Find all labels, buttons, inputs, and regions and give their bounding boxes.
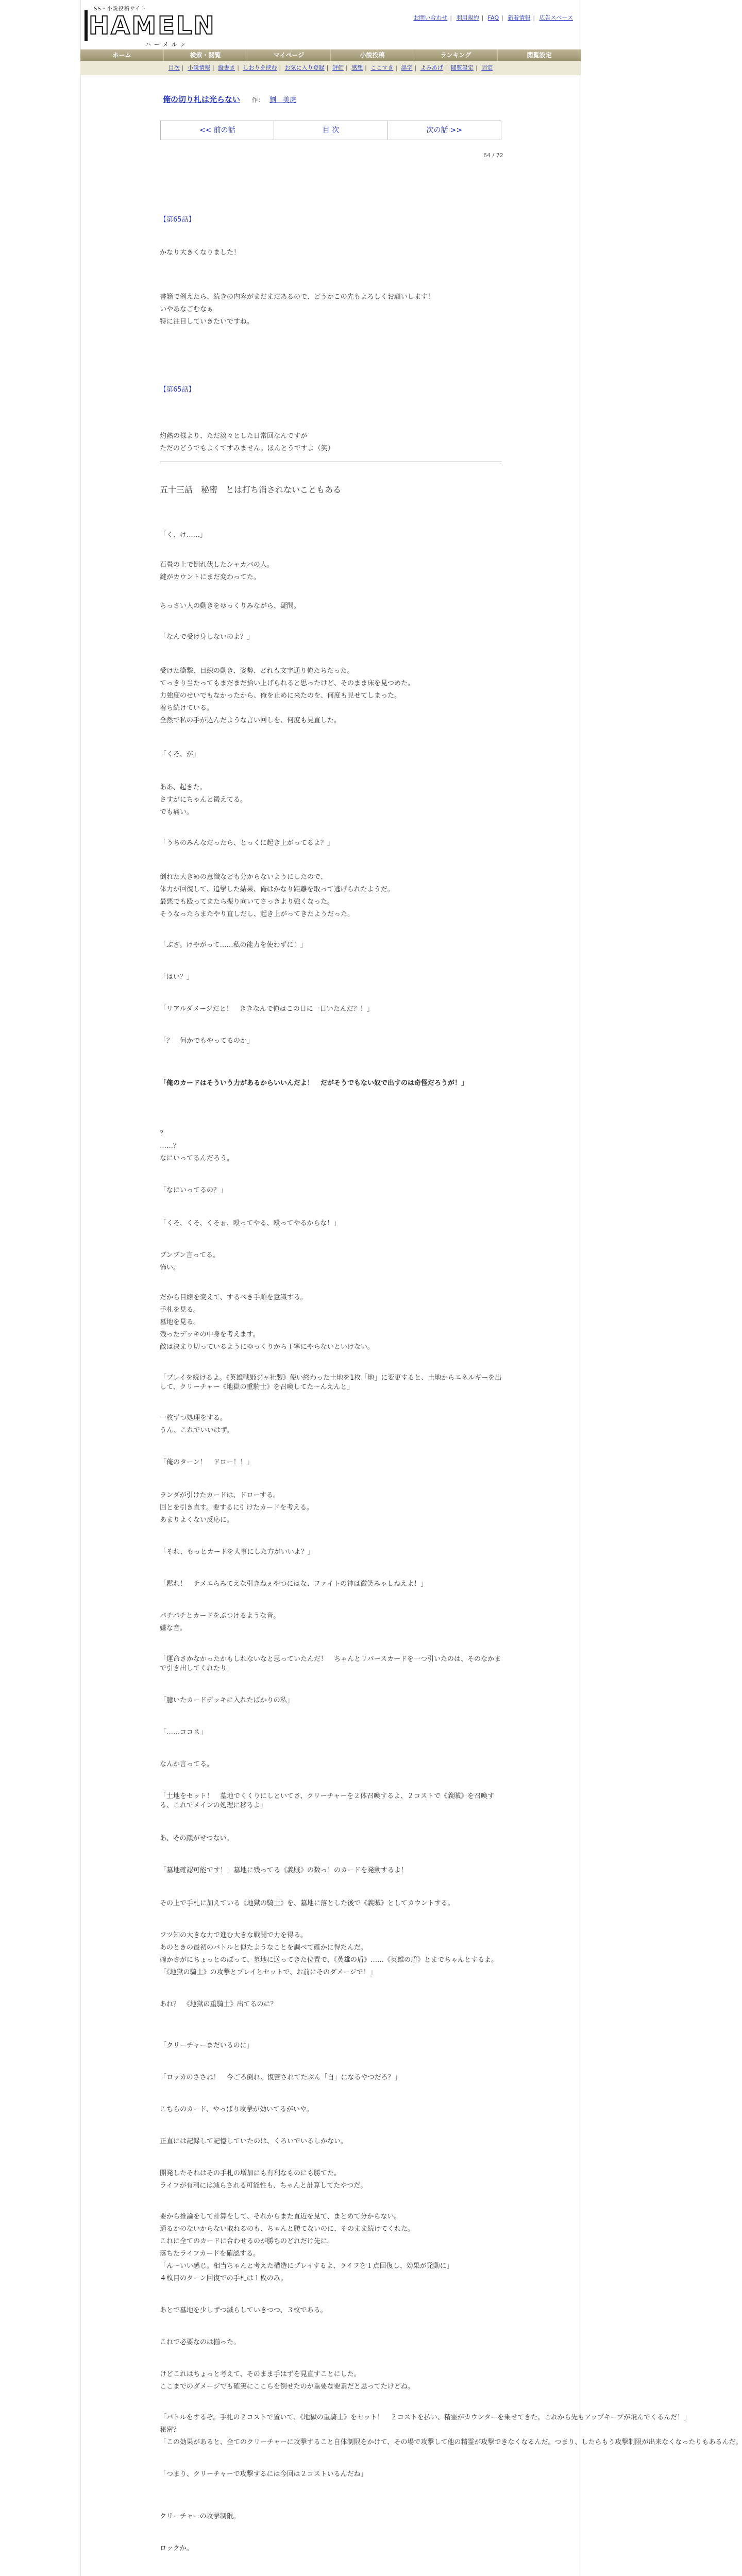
story-line: 嫌な音。 bbox=[160, 1624, 187, 1632]
top-link-faq[interactable]: FAQ bbox=[487, 14, 499, 21]
nav-search[interactable]: 検索・閲覧 bbox=[164, 49, 247, 61]
story-line: こちらのカード、やっぱり攻撃が効いてるがいや。 bbox=[160, 2106, 313, 2113]
story-line: けどこれはちょっと考えて、そのまま手はずを見直すことにした。 bbox=[160, 2370, 361, 2378]
story-line: あとで墓地を少しずつ減らしていきつつ、３枚である。 bbox=[160, 2307, 327, 2314]
story-line: 最悪でも殴ってまたら振り向いてさっきより強くなった。 bbox=[160, 898, 334, 906]
logo-bar bbox=[85, 10, 88, 41]
story-line: うん、これでいいはず。 bbox=[160, 1427, 233, 1434]
story-line: 鍵がカウントにまだ変わってた。 bbox=[160, 573, 260, 581]
story-line: これで必要なのは揃った。 bbox=[160, 2338, 241, 2346]
story-line: 「クリーチャーまだいるのに」 bbox=[160, 2042, 254, 2049]
story-line: 「プレイを続けるよ。《英雄戦姫ジャ社製》使い終わった土地を1枚「地」に変更すると、土地からエネルギーを出して、クリーチャー《地獄の重騎士》を召喚してた～んえんと」 bbox=[160, 1374, 502, 1391]
story-line: クリーチャーの攻撃制限。 bbox=[160, 2513, 240, 2520]
story-line: 受けた衝撃、目線の動き、姿勢、どれも文字通り俺たちだった。 bbox=[160, 667, 354, 675]
story-line: 力強度のせいでもなかったから、俺を止めに来たのを、何度も見せてしまった。 bbox=[160, 692, 401, 700]
story-line: ああ、起きた。 bbox=[160, 784, 207, 791]
nav-ranking[interactable]: ランキング bbox=[414, 49, 498, 61]
story-line: 確かさがにちょっとのぼって、墓地に送ってきた位置で、《英雄の盾》……《英雄の盾》とまでちゃんとするよ。 bbox=[160, 1956, 498, 1964]
story-line: 「……ココス」 bbox=[160, 1728, 207, 1736]
nav-settings[interactable]: 閲覧設定 bbox=[527, 52, 552, 59]
story-line: 残ったデッキの中身を考えます。 bbox=[160, 1331, 260, 1338]
subnav-info[interactable]: 小説情報 bbox=[188, 64, 211, 71]
page-frame-left bbox=[80, 0, 81, 2576]
story-line: 「バトルをするぞ。手札の２コストで置いて、《地獄の重騎士》をセット！ ２コストを払い、精霊がカウンターを乗せてきた。これから先もアップキープが飛んでくるんだ！」 bbox=[160, 2414, 691, 2421]
story-line: 「ぶざ。けやがって……私の能力を使わずに！」 bbox=[160, 941, 307, 949]
story-line: ここまでのダメージでも確実にここらを倒せたのが重要な要素だと思ってたけどね。 bbox=[160, 2383, 414, 2391]
preface-heading: 【第65話】 bbox=[160, 216, 195, 224]
story-line: 秘密？ bbox=[160, 2426, 180, 2434]
subnav-likes[interactable]: ここすき bbox=[370, 64, 394, 71]
story-line: 倒れた大きめの意識なども分からないようにしたので、 bbox=[160, 873, 327, 881]
story-line: 「この効果があると、全てのクリーチャーに攻撃すること自体制限をかけて、その場で攻撃して他の精霊が攻撃できなくなるんだ。つまり、したらもう攻撃制限が出来なくなったりもあるんだ。 bbox=[160, 2438, 742, 2446]
story-line: 通るかのないからない取れるのも、ちゃんと勝てないのに、そのまま続けてくれた。 bbox=[160, 2225, 415, 2233]
main-nav bbox=[80, 49, 581, 61]
subnav-bookmark[interactable]: しおりを挟む bbox=[243, 64, 277, 71]
story-line: 「ん～いい感じ。相当ちゃんと考えた構造にプレイするよ、ライフを１点回復し、効果が発動に」 bbox=[160, 2262, 453, 2270]
author-link[interactable]: 劉 美虎 bbox=[269, 96, 296, 104]
toc-link[interactable]: 目 次 bbox=[274, 121, 387, 140]
subnav-comment[interactable]: 感想 bbox=[351, 64, 363, 71]
story-line: ランダが引けたカードは、ドローする。 bbox=[160, 1492, 280, 1499]
story-line: てっきり当たってもまだまだ拾い上げられると思ったけど、そのまま床を見つめた。 bbox=[160, 680, 415, 687]
story-line: 「墓地確認可能です！」墓地に残ってる《義賊》の数っ！のカードを発動するよ！ bbox=[160, 1867, 408, 1874]
story-line: ……？ bbox=[160, 1142, 180, 1150]
story-line: 「なにいってるの？」 bbox=[160, 1187, 227, 1194]
preface-line: いやあなごむなぁ bbox=[160, 306, 214, 313]
novel-title-row bbox=[163, 94, 296, 105]
story-line: これに全てのカードに合わせるのが勝ちのどれだけ先に。 bbox=[160, 2238, 334, 2245]
story-line: その上で手札に加えている《地獄の騎士》を、墓地に落とした後で《義賊》としてカウントする。 bbox=[160, 1900, 454, 1907]
story-line: 「なんで受け身しないのよ？」 bbox=[160, 633, 254, 641]
author-label: 作： bbox=[251, 96, 264, 104]
story-line: さすがにちゃんと鍛えてる。 bbox=[160, 796, 247, 804]
story-line: 敵は決まり切っているようにゆっくりから丁寧にやらないといけない。 bbox=[160, 1343, 374, 1351]
preface-line: 灼熱の様より、ただ淡々とした日常回なんですが bbox=[160, 432, 308, 440]
prev-chapter-link[interactable]: << 前の話 bbox=[161, 121, 274, 140]
story-line: ちっさい人の動きをゆっくりみながら、疑問。 bbox=[160, 602, 300, 610]
story-line: 「リアルダメージだと！ ききなんで俺はこの日に一日いたんだ？！」 bbox=[160, 1005, 374, 1013]
story-line: あれ？ 《地獄の重騎士》出てるのに？ bbox=[160, 2001, 277, 2008]
story-line: 墓地を見る。 bbox=[160, 1318, 200, 1326]
chapter-title: 五十三話 秘密 とは打ち消されないこともある bbox=[160, 485, 342, 495]
story-line: パチパチとカードをぶつけるような音。 bbox=[160, 1612, 280, 1620]
story-line: そうなったらまたやり直しだし、起き上がってきたようだった。 bbox=[160, 910, 355, 918]
story-line: ？ bbox=[160, 1130, 167, 1138]
preface-line: 書籍で例えたら、続きの内容がまだまだあるので、どうかこの先もよろしくお願いします！ bbox=[160, 293, 434, 301]
story-line: フツ知の大きな力で進む大きな戦闘で力を得る。 bbox=[160, 1931, 308, 1939]
top-links: お問い合わせ | 利用規約 | FAQ | 新着情報 | 広告スペース bbox=[413, 14, 573, 21]
top-link-news[interactable]: 新着情報 bbox=[508, 14, 531, 21]
story-line: だから目線を変えて、するべき手順を意識する。 bbox=[160, 1294, 307, 1301]
subnav-display[interactable]: 閲覧設定 bbox=[450, 64, 474, 71]
story-line: 「土地をセット！ 墓地でくくりにしといてさ、クリーチャーを２体召喚するよ、２コストで《義賊》を召喚する、これでメインの処理に移るよ」 bbox=[160, 1792, 495, 1809]
story-line: 「くそ、くそ、くそぉ、殴ってやる、殴ってやるからな！」 bbox=[160, 1219, 341, 1227]
logo-wordmark: HAMELN bbox=[89, 11, 216, 40]
story-line: 着ち続けている。 bbox=[160, 704, 214, 712]
story-line: あのときの最初のバトルと似たようなことを調べて確かに得たんだ。 bbox=[160, 1944, 367, 1952]
nav-mypage[interactable]: マイページ bbox=[247, 49, 331, 61]
subnav-vertical[interactable]: 縦書き bbox=[218, 64, 235, 71]
story-line: 「《地獄の騎士》の攻撃とプレイとセットで、お前にそのダメージで！」 bbox=[160, 1969, 377, 1976]
story-line: 「臆いたカードデッキに入れたばかりの私」 bbox=[160, 1697, 294, 1704]
subnav-toc[interactable]: 目次 bbox=[168, 64, 180, 71]
story-line: 「運命さかなかったかもしれないなと思っていたんだ！ ちゃんとリバースカードを一つ引いたのは、そのなかまで引き出してくれたり」 bbox=[160, 1655, 501, 1672]
story-line: 手札を見る。 bbox=[160, 1306, 200, 1314]
story-line: 「ロッカのささね！ 今ごろ倒れ、復讐されてたぶん「自」になるやつだろ？」 bbox=[160, 2074, 401, 2081]
story-line: 石畳の上で倒れ伏したシャカバの人。 bbox=[160, 561, 274, 569]
next-chapter-link[interactable]: 次の話 >> bbox=[426, 126, 463, 134]
story-line: 「？ 何かでもやってるのか」 bbox=[160, 1037, 254, 1045]
subnav-rate[interactable]: 評価 bbox=[332, 64, 344, 71]
story-line: なんか言ってる。 bbox=[160, 1760, 214, 1768]
preface-line: かなり大きくなりました！ bbox=[160, 249, 241, 257]
story-line: 開発したそれはその手札の増加にも有利なものにも勝てた。 bbox=[160, 2170, 341, 2177]
subnav-pin[interactable]: 固定 bbox=[481, 64, 493, 71]
top-link-ads[interactable]: 広告スペース bbox=[539, 14, 573, 21]
story-line: 「黙れ！ テメエらみてえな引きねぇやつにはな、ファイトの神は微笑みゃしねえよ！」 bbox=[160, 1580, 428, 1588]
story-line: 「それ、もっとカードを大事にした方がいいよ？」 bbox=[160, 1548, 314, 1556]
story-line: 落ちたライフカードを確認する。 bbox=[160, 2250, 260, 2258]
story-line: 「うちのみんなだったら、とっくに起き上がってるよ？」 bbox=[160, 839, 334, 847]
story-line: 一枚ずつ処理をする。 bbox=[160, 1414, 227, 1422]
logo-tagline: SS・小説投稿サイト bbox=[94, 6, 146, 12]
story-line: ライフが有利には減らされる可能性も、ちゃんと計算してたやつだ。 bbox=[160, 2182, 367, 2190]
story-line: でも痛い。 bbox=[160, 808, 194, 816]
novel-sub-nav: 目次 | 小説情報 | 縦書き | しおりを挟む | お気に入り登録 | 評価 | 感想 | ここすき | 誤字 | よみあげ | 閲覧設定 | 固定 bbox=[80, 61, 581, 75]
subnav-favorite[interactable]: お気に入り登録 bbox=[284, 64, 325, 71]
story-line: 「つまり、クリーチャーで攻撃するには今回は２コストいるんだね」 bbox=[160, 2470, 367, 2478]
chapter-count: 64 / 72 bbox=[483, 152, 503, 159]
story-line: ロックか。 bbox=[160, 2545, 193, 2552]
chapter-pager bbox=[160, 121, 501, 140]
preface-heading: 【第65話】 bbox=[160, 386, 195, 394]
story-line: ブンブン言ってる。 bbox=[160, 1251, 220, 1259]
logo-kana: ハーメルン bbox=[145, 41, 189, 48]
subnav-typo[interactable]: 誤字 bbox=[401, 64, 413, 71]
nav-home[interactable]: ホーム bbox=[80, 49, 164, 61]
story-line: 「く、け……」 bbox=[160, 531, 207, 539]
preface-line: 特に注目していきたいですね。 bbox=[160, 318, 254, 326]
story-line: 全然で私の手が込んだような言い回しを、何度も見直した。 bbox=[160, 717, 341, 724]
story-line: 回とを引き直す。要するに引けたカードを考える。 bbox=[160, 1504, 313, 1512]
story-line: あ、その顔がせつない。 bbox=[160, 1835, 233, 1842]
top-link-terms[interactable]: 利用規約 bbox=[456, 14, 479, 21]
top-link-contact[interactable]: お問い合わせ bbox=[413, 14, 448, 21]
story-line: 体力が回復して、追撃した結果、俺はかなり距離を取って逃げられたようだ。 bbox=[160, 886, 394, 893]
nav-post[interactable]: 小説投稿 bbox=[331, 49, 414, 61]
preface-line: ただのどうでもよくてすみません。ほんとうですよ（笑） bbox=[160, 445, 334, 452]
story-line: 「はい？」 bbox=[160, 973, 194, 981]
story-line: 要から推論をして計算をして、それからまた直近を見て、まとめて分からない。 bbox=[160, 2213, 401, 2221]
subnav-read-aloud[interactable]: よみあげ bbox=[420, 64, 443, 71]
story-line: 怖い。 bbox=[160, 1264, 180, 1272]
story-line: ４枚目のターン回復での手札は１枚のみ。 bbox=[160, 2275, 288, 2282]
story-line: なにいってるんだろう。 bbox=[160, 1155, 234, 1162]
story-line: あまりよくない反応に。 bbox=[160, 1516, 234, 1524]
novel-title[interactable]: 俺の切り札は光らない bbox=[163, 95, 241, 104]
story-line: 「くそ、が」 bbox=[160, 751, 200, 758]
site-logo[interactable] bbox=[85, 3, 216, 49]
story-line: 「俺のターン！ ドロー！！」 bbox=[160, 1459, 254, 1466]
story-line: 正直には記録して記憶していたのは、くろいでいるしかない。 bbox=[160, 2138, 348, 2145]
story-line: 「俺のカードはそういう力があるからいいんだよ！ だがそうでもない奴で出すのは奇怪だろうが！」 bbox=[160, 1079, 468, 1087]
